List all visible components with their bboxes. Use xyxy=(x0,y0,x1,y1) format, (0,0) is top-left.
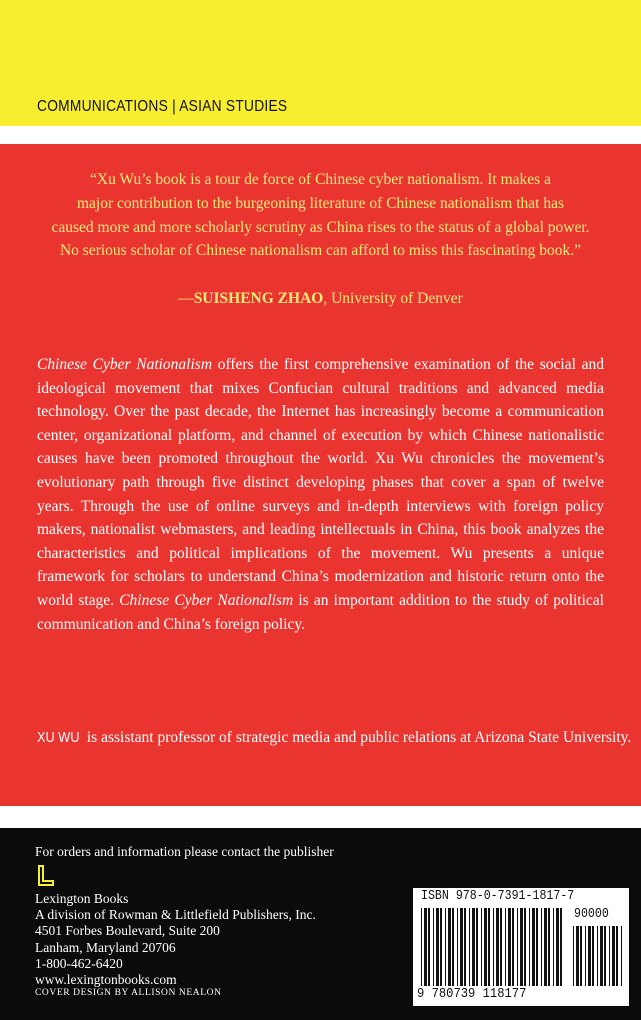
description-text: offers the first comprehensive examination of the social and ideological movement that mixes Confucian cultural traditions and advanced media technology. Over the past decade, the Internet has increasingly become a communication center, organizational platform, and channel of execution by which Chinese nationalistic causes have been promoted throughout the world. Xu Wu chronicles the movement’s evolutionary path through five distinct developing phases that cover a span of twelve years. Through the use of online surveys and in-depth interviews with foreign policy makers, nationalist webmasters, and leading intellectuals in China, this book analyzes the characteristics and political implications of the movement. Wu presents a unique framework for scholars to understand China’s modernization and historic return onto the world stage. xyxy=(37,356,605,609)
publisher-division: A division of Rowman & Littlefield Publishers, Inc. xyxy=(35,907,316,923)
cover-design-credit: COVER DESIGN BY ALLISON NEALON xyxy=(35,988,222,998)
publisher-address-line1: 4501 Forbes Boulevard, Suite 200 xyxy=(35,923,220,939)
endorsement-attribution xyxy=(40,290,601,308)
attribution-dash: — xyxy=(178,290,194,307)
price-code-text: 90000 xyxy=(574,907,609,922)
subject-category: COMMUNICATIONS | ASIAN STUDIES xyxy=(37,98,288,115)
publisher-website[interactable]: www.lexingtonbooks.com xyxy=(35,972,177,988)
divider-strip-bottom xyxy=(0,806,641,828)
lexington-logo-icon xyxy=(35,863,57,888)
book-title-italic: Chinese Cyber Nationalism xyxy=(119,591,294,609)
publisher-phone: 1-800-462-6420 xyxy=(35,955,123,971)
publisher-address-line2: Lanham, Maryland 20706 xyxy=(35,939,176,955)
quote-line: caused more and more scholarly scrutiny as China rises to the status of a global power. xyxy=(51,218,590,236)
author-name: XU WU xyxy=(37,729,80,746)
quote-line: major contribution to the burgeoning literature of Chinese nationalism that has xyxy=(77,194,564,212)
divider-strip-top xyxy=(0,126,641,144)
endorser-affiliation: , University of Denver xyxy=(323,290,463,307)
description-text: is an important addition to the study of political communication and China’s foreign policy. xyxy=(37,591,604,633)
publisher-name: Lexington Books xyxy=(35,891,129,906)
author-bio xyxy=(37,729,632,747)
orders-contact-line: For orders and information please contact the publisher xyxy=(35,844,334,859)
endorser-name: SUISHENG ZHAO xyxy=(193,290,324,307)
isbn-text: ISBN 978-0-7391-1817-7 xyxy=(421,889,575,904)
book-description xyxy=(37,353,604,636)
endorsement-quote xyxy=(40,168,601,263)
quote-line: “Xu Wu’s book is a tour de force of Chinese cyber nationalism. It makes a xyxy=(90,171,551,188)
author-bio-text: is assistant professor of strategic media and public relations at Arizona State University. xyxy=(83,729,632,746)
ean-digits: 9 780739 118177 xyxy=(417,987,527,1002)
quote-line: No serious scholar of Chinese nationalism can afford to miss this fascinating book.” xyxy=(59,242,581,260)
barcode-box xyxy=(413,888,629,1006)
book-title-italic: Chinese Cyber Nationalism xyxy=(37,356,213,373)
publisher-info xyxy=(35,891,316,988)
